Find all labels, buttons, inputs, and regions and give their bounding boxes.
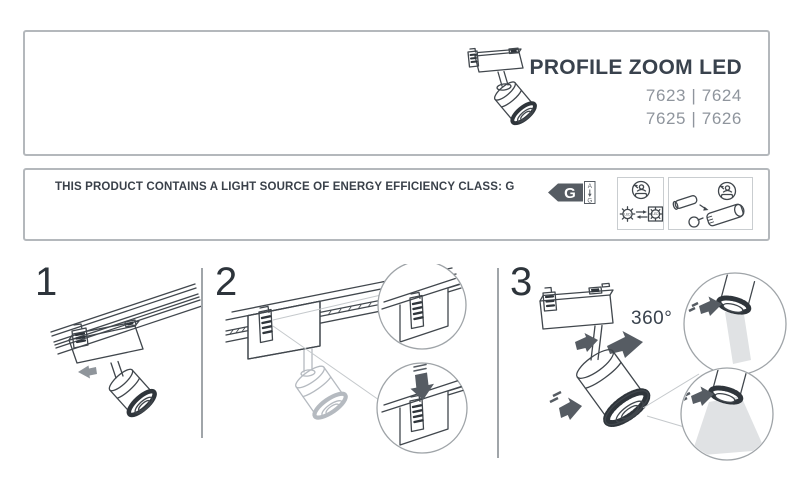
led-module-tube <box>672 195 697 210</box>
step-3-illustration <box>503 260 788 469</box>
header-box <box>23 30 770 156</box>
step-2-illustration <box>208 260 483 469</box>
swap-arrows-icon <box>637 210 648 219</box>
product-code-line: 7623 | 7624 <box>645 86 742 105</box>
professional-person-icon <box>633 182 650 199</box>
svg-text:LED: LED <box>624 212 631 217</box>
installation-steps <box>23 256 770 491</box>
rotation-arrow-icon <box>575 333 598 352</box>
stem <box>111 362 123 379</box>
step-divider <box>201 268 203 438</box>
insert-direction-arrow-icon <box>78 366 97 379</box>
step-1-number: 1 <box>35 260 58 304</box>
rotate-bezel-arrow-icon <box>559 398 582 421</box>
step-divider <box>497 268 499 458</box>
energy-notice-text: THIS PRODUCT CONTAINS A LIGHT SOURCE OF ENERGY EFFICIENCY CLASS: G <box>55 181 515 193</box>
lamp-disassembly-icon <box>668 177 753 230</box>
led-source-swap-icon <box>617 177 664 230</box>
spot-head <box>105 365 158 419</box>
energy-scale-top: A <box>587 183 592 190</box>
step-1-illustration <box>23 276 201 476</box>
rotation-arrow-icon <box>607 331 643 358</box>
energy-class-arrow-icon <box>548 180 596 205</box>
svg-text:LED: LED <box>652 212 659 217</box>
led-sun-in-box-icon <box>649 207 663 221</box>
step-3-number: 3 <box>510 260 533 304</box>
energy-notice-box <box>23 168 770 241</box>
lens-cap <box>689 217 699 227</box>
track-adapter <box>540 283 613 329</box>
product-code-line: 7625 | 7626 <box>645 108 742 128</box>
professional-person-icon <box>719 183 736 200</box>
spot-head <box>570 343 654 431</box>
rotation-360-label: 360° <box>631 308 673 329</box>
lamp-body <box>706 203 746 227</box>
product-title: PROFILE ZOOM LED <box>529 56 742 79</box>
energy-scale-bottom: G <box>587 197 593 205</box>
step-2-number: 2 <box>215 260 238 304</box>
energy-class-letter: G <box>564 185 576 202</box>
product-codes <box>530 85 742 131</box>
led-sun-icon <box>620 207 634 221</box>
